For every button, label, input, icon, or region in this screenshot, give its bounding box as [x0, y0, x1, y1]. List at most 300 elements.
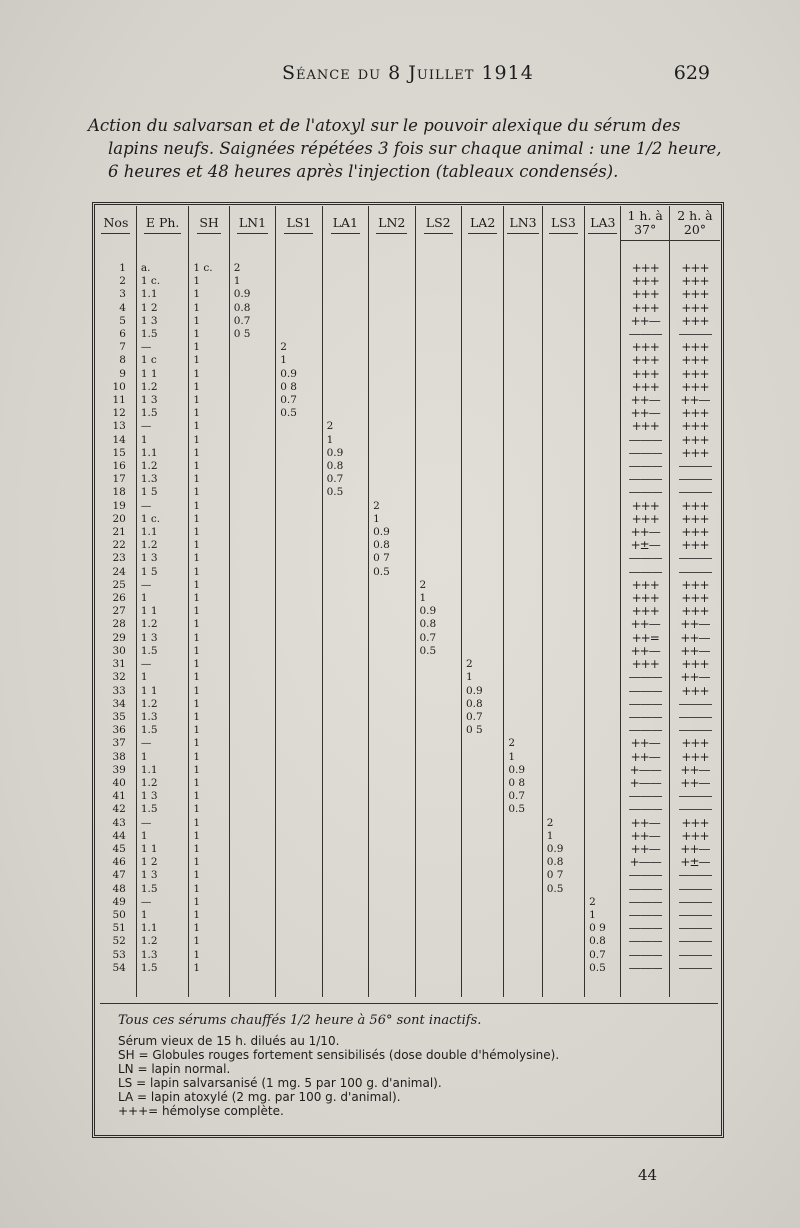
table-cell: [461, 843, 503, 856]
table-row: [96, 302, 720, 315]
table-cell: [461, 803, 503, 816]
table-cell: [585, 244, 621, 262]
table-cell: [461, 737, 503, 750]
caption-line: Action du salvarsan et de l'atoxyl sur le pouvoir alexique du sérum des: [88, 116, 681, 135]
table-cell: 0.5: [415, 645, 461, 658]
table-cell: 26: [112, 592, 126, 605]
table-cell: [415, 434, 461, 447]
table-cell: [585, 843, 621, 856]
table-cell: [461, 368, 503, 381]
table-cell: —: [136, 500, 189, 513]
table-cell: [542, 315, 584, 328]
table-cell: 0.5: [369, 566, 415, 579]
table-cell: [461, 354, 503, 367]
table-cell: [585, 671, 621, 684]
table-cell: [229, 922, 275, 935]
table-cell: [415, 671, 461, 684]
table-cell: [504, 566, 542, 579]
table-cell: [369, 460, 415, 473]
table-cell: 1: [189, 698, 229, 711]
table-cell: [504, 632, 542, 645]
table-cell: [542, 724, 584, 737]
table-cell: [322, 381, 368, 394]
table-cell: [504, 685, 542, 698]
table-cell: 1: [189, 671, 229, 684]
table-cell: 0 9: [585, 922, 621, 935]
table-cell: [229, 592, 275, 605]
table-cell: 20: [112, 512, 126, 525]
table-cell: ———: [621, 328, 669, 341]
table-cell: [276, 302, 322, 315]
table-cell: [369, 381, 415, 394]
table-cell: 0 5: [229, 328, 275, 341]
table-cell: 1: [136, 671, 189, 684]
notes-divider: [100, 1003, 718, 1004]
table-cell: [276, 605, 322, 618]
table-cell: ———: [669, 460, 720, 473]
column-header: [415, 206, 461, 244]
table-row: [96, 896, 720, 909]
table-cell: 0.9: [461, 685, 503, 698]
table-cell: [461, 751, 503, 764]
table-cell: [415, 275, 461, 288]
table-cell: [276, 460, 322, 473]
table-cell: [229, 817, 275, 830]
table-cell: 35: [112, 710, 126, 723]
table-cell: 0.5: [504, 803, 542, 816]
table-cell: 1: [189, 896, 229, 909]
table-row: [96, 909, 720, 922]
caption-line: lapins neufs. Saignées répétées 3 fois sur chaque animal : une 1/2 heure,: [108, 139, 722, 158]
table-cell: [276, 486, 322, 499]
table-cell: [461, 315, 503, 328]
table-cell: [322, 368, 368, 381]
table-cell: [542, 777, 584, 790]
column-header: [229, 206, 275, 244]
table-cell: [322, 869, 368, 882]
table-cell: +++: [621, 658, 669, 671]
table-cell: ++—: [621, 526, 669, 539]
table-cell: 1: [136, 909, 189, 922]
table-row: [96, 869, 720, 882]
table-cell: [369, 407, 415, 420]
table-cell: 0.7: [585, 949, 621, 962]
table-cell: [229, 803, 275, 816]
table-cell: [322, 671, 368, 684]
column-header-label: LN1: [237, 216, 268, 234]
table-cell: [322, 658, 368, 671]
table-cell: [322, 935, 368, 948]
table-cell: [542, 645, 584, 658]
table-cell: ———: [621, 486, 669, 499]
table-cell: [504, 473, 542, 486]
table-cell: [369, 394, 415, 407]
table-cell: 1: [189, 658, 229, 671]
table-cell: 1 3: [136, 315, 189, 328]
table-cell: ———: [669, 922, 720, 935]
table-cell: 2: [415, 579, 461, 592]
table-cell: [461, 244, 503, 262]
table-cell: 50: [112, 908, 126, 921]
table-cell: [415, 262, 461, 275]
table-cell: [276, 803, 322, 816]
table-cell: ———: [621, 949, 669, 962]
table-cell: +++: [669, 579, 720, 592]
table-cell: [542, 658, 584, 671]
table-cell: [504, 302, 542, 315]
table-row: [96, 830, 720, 843]
column-header: [369, 206, 415, 244]
table-cell: [189, 244, 229, 262]
table-cell: [415, 486, 461, 499]
table-cell: [229, 830, 275, 843]
table-cell: [415, 698, 461, 711]
column-header: [504, 206, 542, 244]
table-cell: [229, 737, 275, 750]
table-cell: [585, 262, 621, 275]
table-cell: [276, 447, 322, 460]
table-cell: ++—: [669, 671, 720, 684]
column-header-label: LA1: [331, 216, 360, 234]
table-cell: [461, 407, 503, 420]
table-cell: [585, 500, 621, 513]
table-cell: [461, 605, 503, 618]
table-cell: [585, 434, 621, 447]
table-cell: [276, 500, 322, 513]
table-cell: 1: [189, 711, 229, 724]
table-cell: ++—: [621, 645, 669, 658]
table-row: [96, 922, 720, 935]
table-cell: [461, 922, 503, 935]
table-cell: [669, 975, 720, 997]
table-row: [96, 566, 720, 579]
table-cell: 0.9: [229, 288, 275, 301]
table-cell: 0.7: [322, 473, 368, 486]
column-header: [621, 206, 669, 244]
table-cell: 0.5: [322, 486, 368, 499]
table-cell: 47: [112, 869, 126, 882]
table-cell: [229, 473, 275, 486]
table-cell: 1: [189, 790, 229, 803]
table-cell: [585, 566, 621, 579]
table-cell: 19: [112, 499, 126, 512]
table-cell: 39: [112, 763, 126, 776]
table-cell: [415, 368, 461, 381]
table-cell: [229, 407, 275, 420]
table-cell: [461, 381, 503, 394]
table-cell: [415, 830, 461, 843]
table-cell: [322, 830, 368, 843]
table-cell: [229, 513, 275, 526]
table-cell: [542, 434, 584, 447]
table-row: [96, 368, 720, 381]
table-cell: [585, 526, 621, 539]
table-cell: [504, 526, 542, 539]
table-cell: [585, 275, 621, 288]
notes-line: LN = lapin normal.: [118, 1062, 231, 1076]
table-cell: 17: [112, 473, 126, 486]
table-cell: [322, 698, 368, 711]
table-cell: 53: [112, 948, 126, 961]
table-cell: 1: [189, 922, 229, 935]
table-cell: 1: [189, 645, 229, 658]
table-cell: +++: [621, 420, 669, 433]
table-cell: [415, 751, 461, 764]
table-cell: 1: [415, 592, 461, 605]
table-cell: [461, 275, 503, 288]
table-cell: 1.5: [136, 883, 189, 896]
table-cell: +++: [669, 513, 720, 526]
table-cell: 0 7: [542, 869, 584, 882]
table-cell: ———: [621, 724, 669, 737]
table-cell: ++—: [621, 830, 669, 843]
table-cell: [585, 420, 621, 433]
table-cell: [415, 922, 461, 935]
table-cell: [415, 539, 461, 552]
table-cell: [415, 302, 461, 315]
table-cell: ++=: [621, 632, 669, 645]
column-header-label: SH: [197, 216, 220, 234]
table-cell: [415, 288, 461, 301]
table-cell: [229, 962, 275, 975]
table-cell: 0.8: [322, 460, 368, 473]
table-cell: [415, 394, 461, 407]
table-cell: [229, 751, 275, 764]
table-cell: ———: [621, 962, 669, 975]
table-cell: [542, 962, 584, 975]
table-cell: 1: [189, 473, 229, 486]
table-cell: 0.8: [369, 539, 415, 552]
table-cell: [504, 288, 542, 301]
table-cell: [322, 592, 368, 605]
table-cell: [461, 883, 503, 896]
table-cell: [322, 909, 368, 922]
table-cell: [415, 381, 461, 394]
table-cell: [542, 605, 584, 618]
table-row: [96, 513, 720, 526]
table-cell: 12: [112, 407, 126, 420]
table-cell: [504, 618, 542, 631]
table-cell: [542, 328, 584, 341]
table-cell: [322, 566, 368, 579]
table-cell: +++: [621, 592, 669, 605]
table-cell: [415, 685, 461, 698]
table-cell: [504, 962, 542, 975]
table-cell: ++—: [669, 777, 720, 790]
page-header: [0, 62, 800, 92]
table-cell: [229, 605, 275, 618]
table-cell: 0.8: [229, 302, 275, 315]
table-cell: 1: [189, 354, 229, 367]
table-cell: 1.5: [136, 407, 189, 420]
table-cell: [369, 605, 415, 618]
table-row: [96, 539, 720, 552]
table-cell: 1 1: [136, 368, 189, 381]
table-cell: [276, 328, 322, 341]
table-row: [96, 434, 720, 447]
table-cell: [229, 579, 275, 592]
table-cell: [322, 407, 368, 420]
table-cell: [369, 632, 415, 645]
table-cell: 36: [112, 724, 126, 737]
table-cell: [276, 685, 322, 698]
table-cell: —: [136, 658, 189, 671]
table-cell: [542, 803, 584, 816]
table-cell: [276, 698, 322, 711]
table-cell: ———: [621, 698, 669, 711]
table-cell: [229, 671, 275, 684]
table-cell: 1: [189, 817, 229, 830]
table-cell: [542, 420, 584, 433]
table-cell: [369, 473, 415, 486]
table-cell: 1: [189, 803, 229, 816]
table-cell: [276, 288, 322, 301]
table-cell: [322, 856, 368, 869]
table-cell: [585, 869, 621, 882]
table-cell: [276, 579, 322, 592]
table-cell: [322, 949, 368, 962]
table-cell: ++—: [669, 645, 720, 658]
table-cell: [461, 473, 503, 486]
table-cell: [322, 513, 368, 526]
table-cell: [369, 949, 415, 962]
table-cell: [369, 262, 415, 275]
table-cell: [504, 262, 542, 275]
table-cell: [369, 368, 415, 381]
table-cell: 23: [112, 552, 126, 565]
table-row: [96, 817, 720, 830]
table-row: [96, 447, 720, 460]
table-cell: [542, 671, 584, 684]
table-cell: ———: [669, 711, 720, 724]
table-cell: [369, 935, 415, 948]
table-row: [96, 579, 720, 592]
table-spacer-row: [96, 244, 720, 262]
table-cell: [322, 790, 368, 803]
table-cell: ++—: [621, 315, 669, 328]
table-cell: +++: [669, 420, 720, 433]
table-cell: [585, 328, 621, 341]
table-cell: [229, 368, 275, 381]
table-cell: 1.5: [136, 724, 189, 737]
table-cell: [542, 500, 584, 513]
table-cell: [369, 790, 415, 803]
table-cell: [229, 447, 275, 460]
table-cell: [669, 244, 720, 262]
table-row: [96, 381, 720, 394]
table-cell: 1: [189, 328, 229, 341]
table-cell: 1: [136, 751, 189, 764]
table-cell: [585, 394, 621, 407]
table-cell: [136, 975, 189, 997]
table-cell: [461, 513, 503, 526]
table-cell: [585, 552, 621, 565]
table-row: [96, 698, 720, 711]
table-cell: [461, 592, 503, 605]
table-cell: [322, 539, 368, 552]
table-cell: [369, 302, 415, 315]
table-cell: 1: [504, 751, 542, 764]
table-cell: 45: [112, 842, 126, 855]
table-cell: [369, 962, 415, 975]
notes-line: SH = Globules rouges fortement sensibilisés (dose double d'hémolysine).: [118, 1048, 560, 1062]
table-cell: [504, 460, 542, 473]
table-cell: [322, 244, 368, 262]
table-row: [96, 632, 720, 645]
table-cell: [369, 275, 415, 288]
table-cell: [322, 803, 368, 816]
table-cell: [461, 618, 503, 631]
table-cell: [322, 737, 368, 750]
table-cell: [542, 486, 584, 499]
table-cell: [276, 632, 322, 645]
table-cell: [369, 671, 415, 684]
table-cell: [276, 883, 322, 896]
table-cell: [585, 724, 621, 737]
column-header: [136, 206, 189, 244]
table-row: [96, 711, 720, 724]
table-cell: ———: [669, 328, 720, 341]
table-cell: [621, 975, 669, 997]
table-cell: [415, 328, 461, 341]
table-cell: [504, 552, 542, 565]
column-header: [96, 206, 136, 244]
table-cell: 1 1: [136, 843, 189, 856]
table-cell: 1: [189, 751, 229, 764]
table-cell: [322, 262, 368, 275]
table-cell: [276, 592, 322, 605]
table-cell: [322, 645, 368, 658]
table-cell: +++: [669, 447, 720, 460]
table-cell: ++—: [621, 407, 669, 420]
table-cell: [322, 500, 368, 513]
table-cell: [461, 394, 503, 407]
table-row: [96, 658, 720, 671]
table-cell: [369, 764, 415, 777]
table-cell: [542, 513, 584, 526]
table-cell: 1: [369, 513, 415, 526]
table-cell: [504, 328, 542, 341]
table-cell: [542, 698, 584, 711]
table-cell: ++—: [621, 618, 669, 631]
table-cell: +++: [621, 302, 669, 315]
table-cell: ++—: [621, 843, 669, 856]
table-cell: [229, 381, 275, 394]
table-cell: [504, 724, 542, 737]
table-cell: 1.2: [136, 698, 189, 711]
table-cell: [504, 711, 542, 724]
table-cell: [542, 737, 584, 750]
table-cell: [415, 526, 461, 539]
table-cell: 1: [229, 275, 275, 288]
table-cell: 25: [112, 578, 126, 591]
table-cell: 32: [112, 671, 126, 684]
table-cell: 1.5: [136, 962, 189, 975]
table-cell: +++: [669, 315, 720, 328]
table-cell: [276, 275, 322, 288]
table-cell: 1: [189, 302, 229, 315]
table-cell: [369, 751, 415, 764]
table-cell: 1: [189, 856, 229, 869]
table-cell: [415, 447, 461, 460]
table-cell: [369, 618, 415, 631]
table-cell: 1.5: [136, 328, 189, 341]
table-cell: [542, 244, 584, 262]
table-row: [96, 407, 720, 420]
table-cell: 49: [112, 895, 126, 908]
table-cell: [322, 605, 368, 618]
table-cell: [276, 658, 322, 671]
